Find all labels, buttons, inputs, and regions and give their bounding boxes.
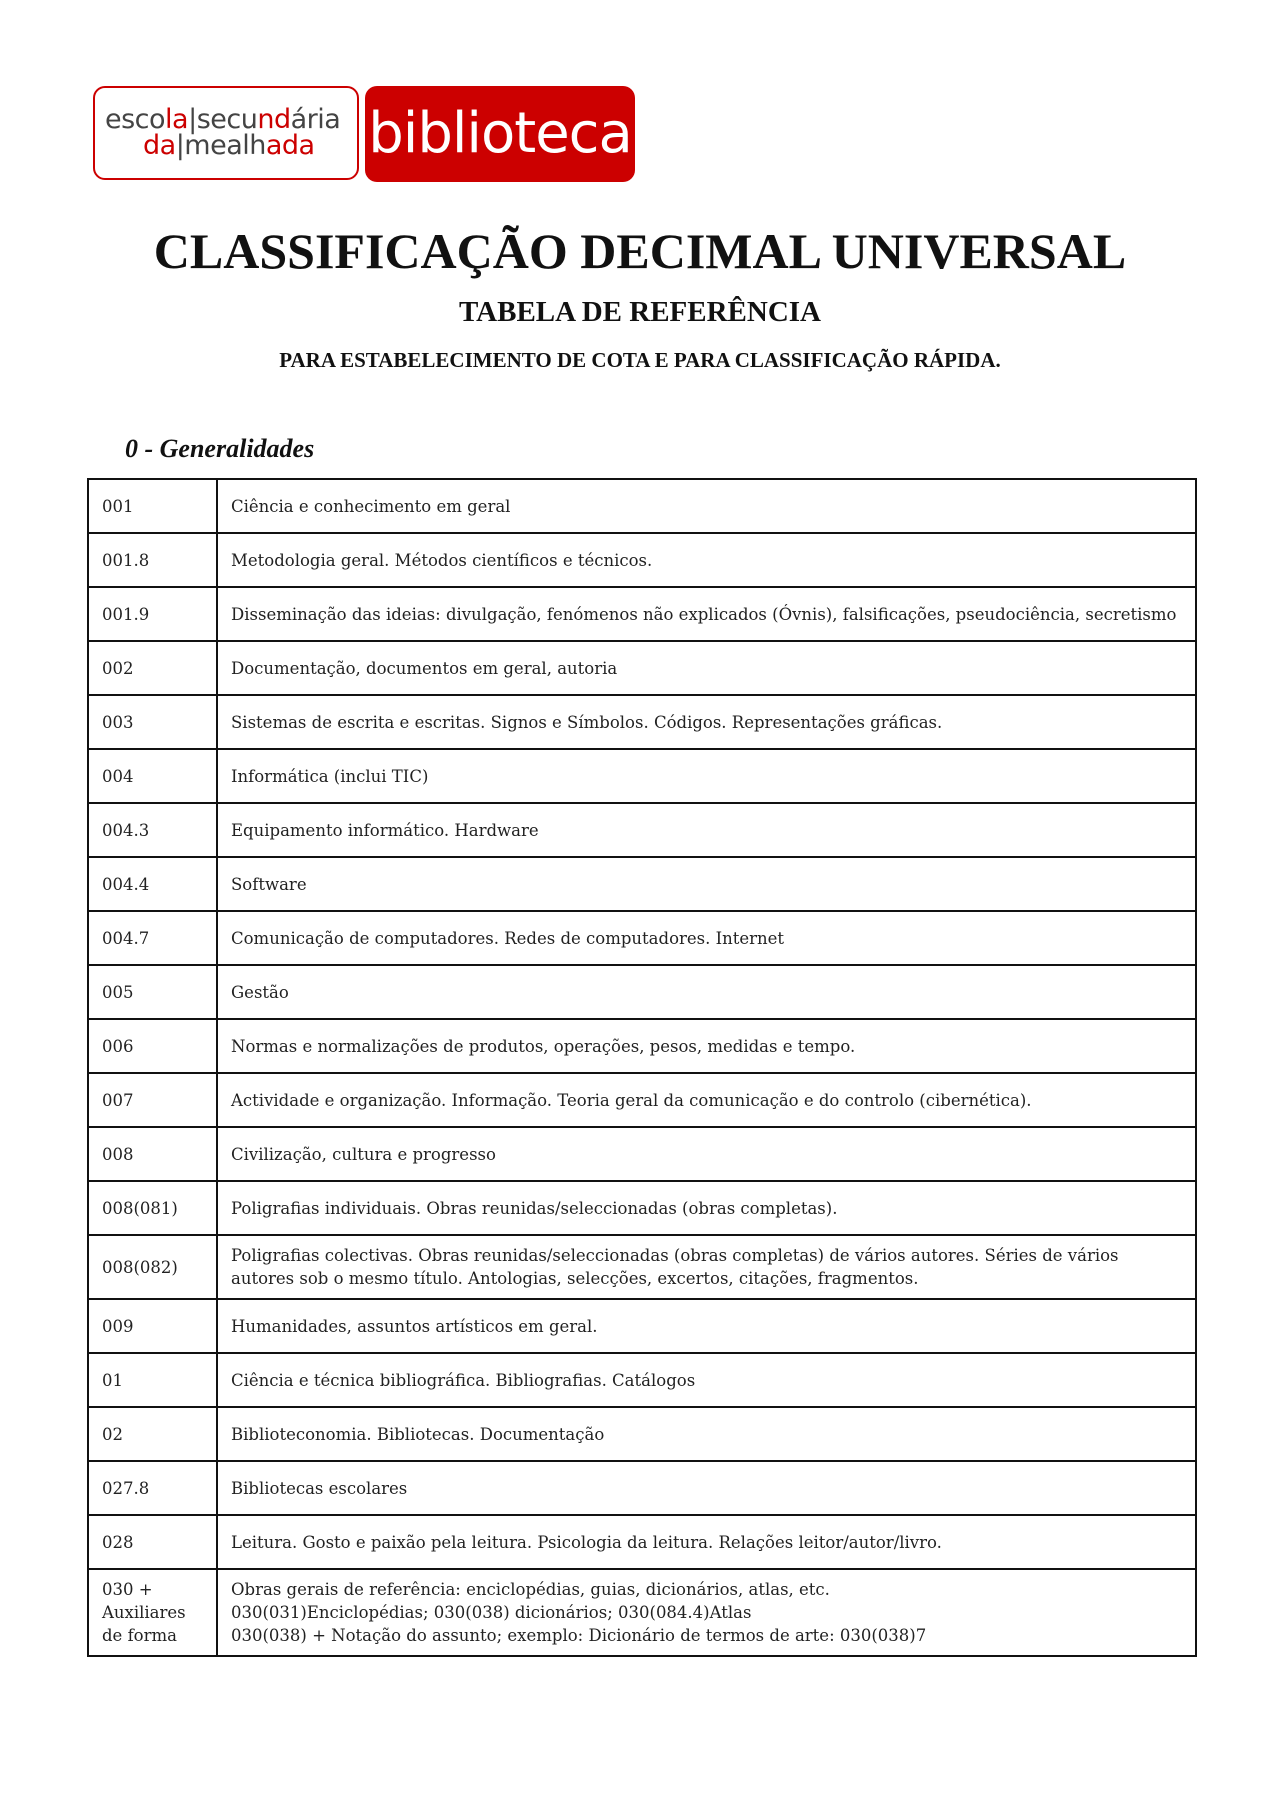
class-description	[217, 1181, 1196, 1235]
description-line: Actividade e organização. Informação. Teoria geral da comunicação e do controlo (cibernética).	[231, 1090, 1032, 1110]
class-description	[217, 1515, 1196, 1569]
school-logo-box	[93, 86, 359, 180]
class-description	[217, 749, 1196, 803]
table-row	[88, 1569, 1196, 1656]
table-row	[88, 1515, 1196, 1569]
class-code: 02	[88, 1407, 217, 1461]
class-code: 001	[88, 479, 217, 533]
page-purpose: PARA ESTABELECIMENTO DE COTA E PARA CLASSIFICAÇÃO RÁPIDA.	[279, 348, 1001, 372]
class-description	[217, 965, 1196, 1019]
description-line: Sistemas de escrita e escritas. Signos e Símbolos. Códigos. Representações gráficas.	[231, 712, 943, 732]
description-line: Informática (inclui TIC)	[231, 766, 429, 786]
class-description	[217, 533, 1196, 587]
class-code: 004.3	[88, 803, 217, 857]
class-code: 009	[88, 1299, 217, 1353]
description-line: Ciência e conhecimento em geral	[231, 496, 511, 516]
class-code: 030 + Auxiliares de forma	[88, 1569, 217, 1656]
class-code: 006	[88, 1019, 217, 1073]
description-line: Comunicação de computadores. Redes de computadores. Internet	[231, 928, 785, 948]
table-row	[88, 1461, 1196, 1515]
table-row	[88, 641, 1196, 695]
class-code: 004.4	[88, 857, 217, 911]
description-line: Equipamento informático. Hardware	[231, 820, 539, 840]
class-description	[217, 1019, 1196, 1073]
description-line: Humanidades, assuntos artísticos em geral.	[231, 1316, 598, 1336]
class-code: 004.7	[88, 911, 217, 965]
page-title: CLASSIFICAÇÃO DECIMAL UNIVERSAL	[153, 223, 1127, 279]
description-line: Gestão	[231, 982, 289, 1002]
table-row	[88, 587, 1196, 641]
class-description	[217, 1407, 1196, 1461]
table-row	[88, 1299, 1196, 1353]
class-description	[217, 1569, 1196, 1656]
description-line: Disseminação das ideias: divulgação, fenómenos não explicados (Óvnis), falsificações, pseudociência, secretismo	[231, 604, 1177, 624]
class-code: 003	[88, 695, 217, 749]
class-description	[217, 695, 1196, 749]
table-row	[88, 1407, 1196, 1461]
class-code: 01	[88, 1353, 217, 1407]
table-row	[88, 1019, 1196, 1073]
description-line: Normas e normalizações de produtos, operações, pesos, medidas e tempo.	[231, 1036, 856, 1056]
table-row	[88, 1235, 1196, 1299]
table-row	[88, 695, 1196, 749]
table-row	[88, 749, 1196, 803]
class-code: 028	[88, 1515, 217, 1569]
description-line: Poligrafias colectivas. Obras reunidas/seleccionadas (obras completas) de vários autores. Séries de vários autores sob o mesmo título. Antologias, selecções, excertos, citações, fragmentos.	[231, 1246, 1119, 1288]
table-row	[88, 533, 1196, 587]
description-line: Software	[231, 874, 307, 894]
description-line: 030(038) + Notação do assunto; exemplo: Dicionário de termos de arte: 030(038)7	[231, 1626, 927, 1645]
class-code: 005	[88, 965, 217, 1019]
section-heading: 0 - Generalidades	[125, 434, 315, 463]
description-line: 030(031)Enciclopédias; 030(038) dicionários; 030(084.4)Atlas	[231, 1603, 752, 1622]
table-row	[88, 1181, 1196, 1235]
table-row	[88, 965, 1196, 1019]
description-line: Ciência e técnica bibliográfica. Bibliografias. Catálogos	[231, 1370, 696, 1390]
class-code: 007	[88, 1073, 217, 1127]
description-line: Metodologia geral. Métodos científicos e técnicos.	[231, 550, 653, 570]
library-logo-badge: biblioteca	[365, 86, 635, 182]
description-line: Documentação, documentos em geral, autoria	[231, 658, 618, 678]
school-logo-line1: escola|secundária	[105, 104, 341, 135]
description-line: Biblioteconomia. Bibliotecas. Documentação	[231, 1424, 605, 1444]
class-description	[217, 1127, 1196, 1181]
table-row	[88, 1127, 1196, 1181]
classification-table	[87, 478, 1197, 1657]
school-library-logo	[93, 86, 635, 182]
description-line: Obras gerais de referência: enciclopédias, guias, dicionários, atlas, etc.	[231, 1580, 830, 1599]
school-logo-line2: da|mealhada	[143, 130, 315, 161]
class-description	[217, 857, 1196, 911]
description-line: Poligrafias individuais. Obras reunidas/seleccionadas (obras completas).	[231, 1198, 838, 1218]
class-code: 008(081)	[88, 1181, 217, 1235]
description-line: Bibliotecas escolares	[231, 1478, 408, 1498]
class-description	[217, 911, 1196, 965]
table-row	[88, 803, 1196, 857]
table-row	[88, 857, 1196, 911]
description-line: Leitura. Gosto e paixão pela leitura. Psicologia da leitura. Relações leitor/autor/livro.	[231, 1532, 942, 1552]
class-code: 027.8	[88, 1461, 217, 1515]
class-description	[217, 803, 1196, 857]
class-code: 001.8	[88, 533, 217, 587]
table-row	[88, 1353, 1196, 1407]
class-code: 001.9	[88, 587, 217, 641]
class-description	[217, 479, 1196, 533]
class-description	[217, 1235, 1196, 1299]
class-description	[217, 1299, 1196, 1353]
class-code: 002	[88, 641, 217, 695]
table-row	[88, 1073, 1196, 1127]
page-subtitle: TABELA DE REFERÊNCIA	[458, 296, 822, 328]
table-row	[88, 479, 1196, 533]
class-description	[217, 1461, 1196, 1515]
class-description	[217, 1353, 1196, 1407]
class-description	[217, 587, 1196, 641]
class-description	[217, 1073, 1196, 1127]
class-description	[217, 641, 1196, 695]
description-line: Civilização, cultura e progresso	[231, 1144, 496, 1164]
class-code: 004	[88, 749, 217, 803]
class-code: 008	[88, 1127, 217, 1181]
table-row	[88, 911, 1196, 965]
class-code: 008(082)	[88, 1235, 217, 1299]
